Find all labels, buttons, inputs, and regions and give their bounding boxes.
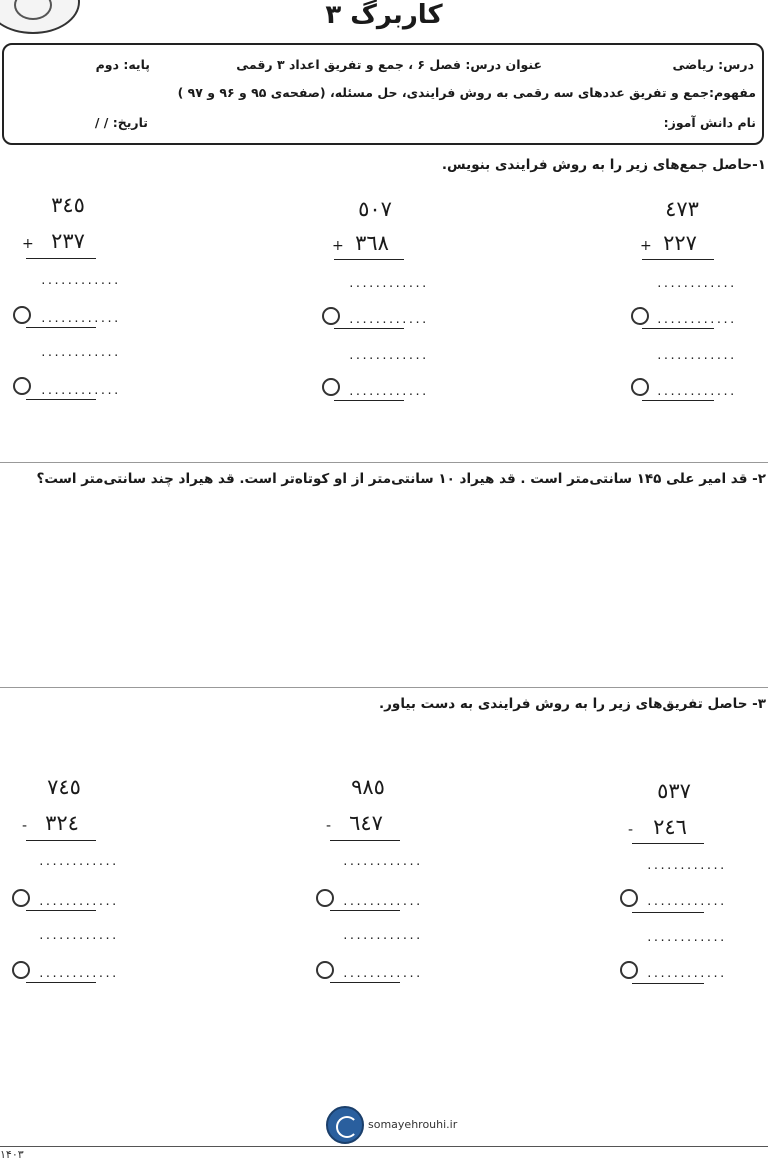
sum-line: [334, 400, 404, 401]
q1-p2-top: ٥٠۷: [358, 197, 392, 221]
bottom-divider: [0, 1146, 768, 1147]
answer-blank[interactable]: ............: [38, 967, 118, 980]
sum-line: [642, 328, 714, 329]
borrow-circle[interactable]: [620, 889, 638, 907]
borrow-circle[interactable]: [620, 961, 638, 979]
difference-line: [632, 912, 704, 913]
difference-line: [330, 840, 400, 841]
minus-sign: -: [628, 822, 634, 838]
answer-blank[interactable]: ............: [38, 895, 118, 908]
subject-label: درس: ریاضی: [672, 57, 754, 72]
question-1-text: ۱-حاصل جمع‌های زیر را به روش فرایندی بنویس.: [441, 157, 766, 173]
carry-circle[interactable]: [13, 377, 31, 395]
difference-line: [330, 910, 400, 911]
plus-sign: +: [640, 238, 652, 254]
carry-circle[interactable]: [13, 306, 31, 324]
answer-blank[interactable]: ............: [656, 349, 736, 362]
sum-line: [26, 327, 96, 328]
borrow-circle[interactable]: [12, 889, 30, 907]
answer-blank[interactable]: ............: [342, 967, 422, 980]
sum-line: [26, 399, 96, 400]
carry-circle[interactable]: [631, 307, 649, 325]
carry-circle[interactable]: [322, 307, 340, 325]
sum-line: [26, 258, 96, 259]
section-divider: [0, 687, 768, 688]
carry-circle[interactable]: [322, 378, 340, 396]
page-title: کاربرگ ۳: [325, 0, 443, 30]
question-2-text: ۲- قد امیر علی ۱۴۵ سانتی‌متر است . قد هیراد ۱۰ سانتی‌متر از او کوتاه‌تر است. قد هیراد چند سانتی‌متر است؟: [36, 471, 766, 487]
answer-blank[interactable]: ............: [40, 384, 120, 397]
q1-p1-bottom: ۲۳۷: [51, 229, 85, 253]
student-name-label: نام دانش آموز:: [663, 115, 756, 130]
sum-line: [642, 400, 714, 401]
difference-line: [330, 982, 400, 983]
corner-code: ۱۴۰۳: [0, 1148, 24, 1161]
answer-blank[interactable]: ............: [656, 313, 736, 326]
answer-blank[interactable]: ............: [342, 929, 422, 942]
q1-p2-bottom: ۳٦۸: [355, 231, 389, 255]
answer-blank[interactable]: ............: [38, 929, 118, 942]
section-divider: [0, 462, 768, 463]
q3-p3-top: ٥۳۷: [657, 779, 691, 803]
answer-blank[interactable]: ............: [348, 385, 428, 398]
answer-blank[interactable]: ............: [656, 385, 736, 398]
difference-line: [26, 910, 96, 911]
plus-sign: +: [332, 238, 344, 254]
minus-sign: -: [326, 818, 332, 834]
q1-p3-bottom: ۲۲۷: [663, 231, 697, 255]
answer-blank[interactable]: ............: [646, 931, 726, 944]
q3-p2-bottom: ٦٤۷: [349, 811, 383, 835]
site-url: somayehrouhi.ir: [368, 1118, 458, 1131]
borrow-circle[interactable]: [316, 889, 334, 907]
sum-line: [334, 259, 404, 260]
concept-label: مفهوم:جمع و تفریق عددهای سه رقمی به روش فرایندی، حل مسئله، (صفحه‌ی ۹۵ و ۹۶ و ۹۷ ): [177, 85, 756, 100]
grade-label: پایه: دوم: [95, 57, 150, 72]
difference-line: [26, 982, 96, 983]
difference-line: [632, 983, 704, 984]
answer-blank[interactable]: ............: [348, 277, 428, 290]
site-logo-icon: [326, 1106, 364, 1144]
answer-blank[interactable]: ............: [646, 967, 726, 980]
q1-p1-top: ۳٤٥: [51, 193, 85, 217]
answer-blank[interactable]: ............: [646, 859, 726, 872]
q3-p2-top: ۹۸٥: [351, 775, 385, 799]
answer-blank[interactable]: ............: [348, 313, 428, 326]
answer-blank[interactable]: ............: [656, 277, 736, 290]
answer-blank[interactable]: ............: [40, 312, 120, 325]
answer-blank[interactable]: ............: [38, 855, 118, 868]
sum-line: [642, 259, 714, 260]
carry-circle[interactable]: [631, 378, 649, 396]
sum-line: [334, 328, 404, 329]
question-3-text: ۳- حاصل تفریق‌های زیر را به روش فرایندی به دست بیاور.: [379, 696, 766, 712]
answer-blank[interactable]: ............: [40, 274, 120, 287]
borrow-circle[interactable]: [316, 961, 334, 979]
q3-p1-top: ۷٤٥: [47, 775, 81, 799]
difference-line: [26, 840, 96, 841]
answer-blank[interactable]: ............: [40, 346, 120, 359]
answer-blank[interactable]: ............: [342, 895, 422, 908]
date-label: تاریخ: / /: [94, 115, 148, 130]
answer-blank[interactable]: ............: [348, 349, 428, 362]
plus-sign: +: [22, 236, 34, 252]
difference-line: [632, 843, 704, 844]
q3-p3-bottom: ۲٤٦: [653, 815, 687, 839]
q1-p3-top: ٤۷۳: [665, 197, 699, 221]
q3-p1-bottom: ۳۲٤: [45, 811, 79, 835]
answer-blank[interactable]: ............: [646, 895, 726, 908]
answer-blank[interactable]: ............: [342, 855, 422, 868]
borrow-circle[interactable]: [12, 961, 30, 979]
minus-sign: -: [22, 818, 28, 834]
lesson-title: عنوان درس: فصل ۶ ، جمع و تفریق اعداد ۳ رقمی: [236, 57, 542, 72]
